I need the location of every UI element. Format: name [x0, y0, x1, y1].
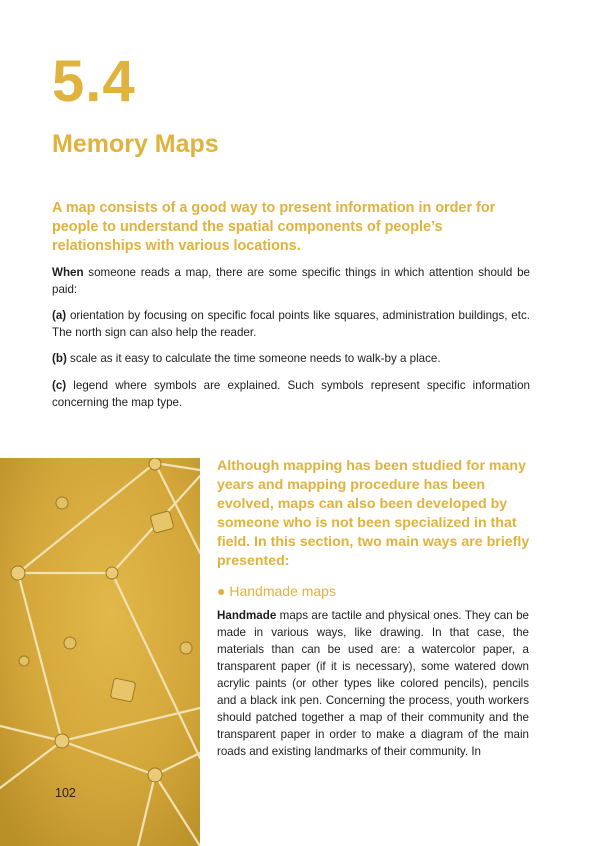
callout-paragraph: Although mapping has been studied for many years and mapping procedure has been evolved, maps can also been developed by someone who is not been specialized in that field. In this section, two main ways are briefly presented: — [217, 458, 530, 569]
bullet-label: Handmade maps — [229, 583, 336, 599]
section-title: Memory Maps — [52, 130, 219, 158]
handmade-text: maps are tactile and physical ones. They can be made in various ways, like drawing. In that case, the materials than can be used are: a watercolor paper, a transparent paper (if it is necessary), some watered down acrylic paints (or other types like colored pencils), pencils and a black ink pen. Concerning the process, youth workers should patched together a map of their community and the transparent paper in order to make a diagram of the main roads and existing landmarks of their community. In — [217, 609, 529, 758]
handmade-strong: Handmade — [217, 609, 277, 622]
handmade-paragraph — [217, 607, 529, 760]
paragraph-a-text: orientation by focusing on specific focal points like squares, administration buildings, etc. The north sign can also help the reader. — [52, 309, 530, 339]
page-number: 102 — [55, 786, 76, 800]
paragraph-b — [52, 350, 530, 367]
paragraph-b-text: scale as it easy to calculate the time someone needs to walk-by a place. — [66, 352, 441, 365]
paragraph-intro-strong: When — [52, 266, 84, 279]
bullet-dot-icon: ● — [217, 583, 226, 599]
section-number: 5.4 — [52, 49, 136, 114]
pins-and-thread-photo — [0, 458, 200, 846]
paragraph-b-strong: (b) — [52, 352, 67, 365]
paragraph-c — [52, 377, 530, 411]
photo-illustration — [0, 458, 200, 846]
bullet-heading — [217, 581, 336, 601]
lead-paragraph: A map consists of a good way to present information in order for people to understand the spatial components of people’s relationships with various locations. — [52, 200, 496, 254]
paragraph-a — [52, 307, 530, 341]
paragraph-intro — [52, 264, 530, 298]
paragraph-intro-text: someone reads a map, there are some specific things in which attention should be paid: — [52, 266, 530, 296]
paragraph-c-strong: (c) — [52, 379, 67, 392]
paragraph-c-text: legend where symbols are explained. Such symbols represent specific information concerning the map type. — [52, 379, 530, 409]
paragraph-a-strong: (a) — [52, 309, 67, 322]
